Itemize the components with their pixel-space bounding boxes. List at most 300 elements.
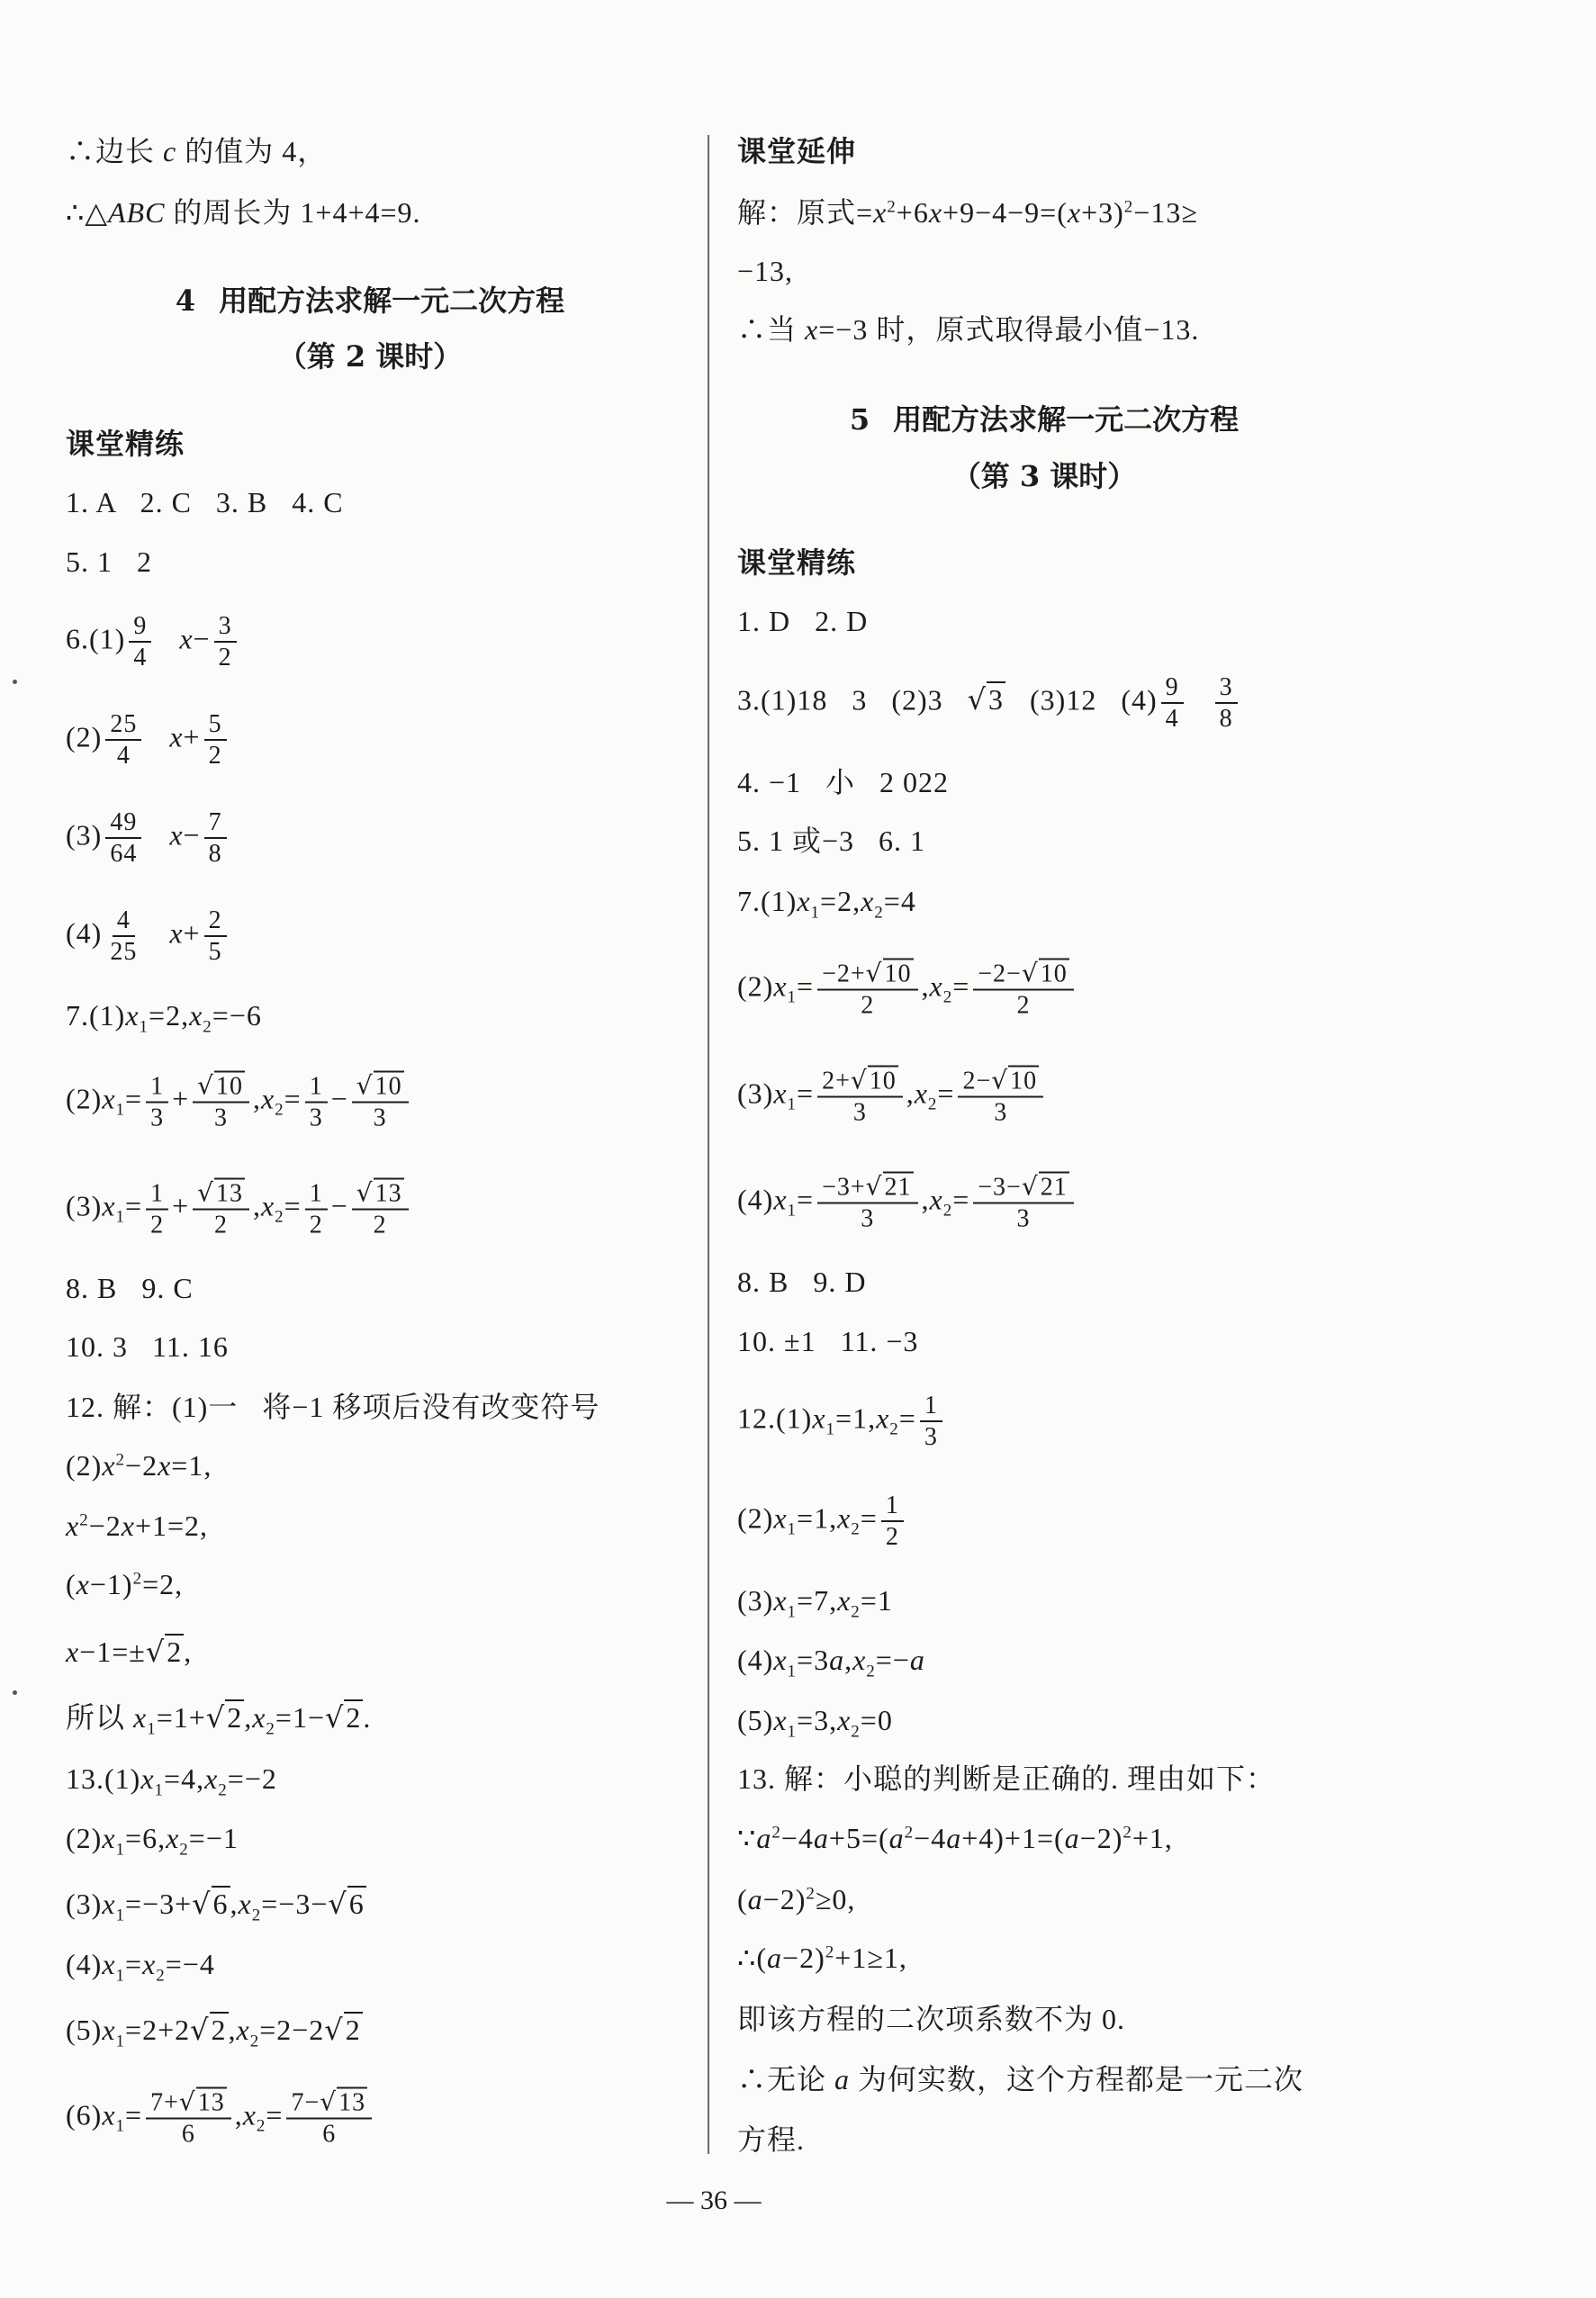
answer-line [737,603,868,639]
italic-variable: c [163,135,177,167]
math-text: , [252,1082,261,1115]
radicand: 10 [1040,960,1068,988]
math-text: −2 [88,1509,122,1542]
math-text: 3 [1219,673,1233,701]
subscript: 2 [927,1095,938,1114]
math-text: − [330,1082,348,1115]
italic-variable: x [169,916,184,950]
square-root [356,1180,404,1208]
math-text: =2, [820,885,861,917]
square-root [190,2014,228,2046]
subscript: 1 [787,1602,798,1622]
math-text: . [363,1701,372,1734]
math-text: +5=( [828,1822,889,1854]
math-text: =7, [797,1584,838,1617]
math-text: 3 [218,612,232,640]
answer-line [737,1323,918,1359]
lesson-subtitle: （第 3 课时） [951,459,1137,493]
math-text: , [844,1644,853,1676]
math-text: −4 [780,1822,814,1854]
fraction [817,1066,903,1128]
answer-line [737,1820,1173,1856]
italic-variable: a [767,1942,783,1974]
math-text [145,916,169,949]
superscript: 2 [887,197,897,217]
math-text: 2 [214,1211,229,1239]
italic-variable: x [837,1704,852,1736]
subscript: 2 [275,1100,284,1120]
fraction [920,1391,942,1452]
math-text: 2 [218,644,232,671]
answer-line [737,2122,805,2158]
fraction [193,1178,249,1240]
denominator [214,643,237,672]
italic-variable: x [242,2098,257,2131]
math-text: + [172,1082,190,1115]
fraction [193,1071,249,1133]
square-root [866,1174,914,1202]
subscript: 1 [787,987,798,1007]
italic-variable: x [773,969,788,1003]
math-text: =−2 [227,1762,277,1795]
math-text: ∴△ [66,196,108,229]
denominator [881,1522,904,1552]
subscript: 2 [942,987,953,1007]
square-root [866,960,914,988]
answer-line [66,1447,212,1483]
italic-variable: x [837,1501,852,1535]
math-text: 8 [1219,705,1233,733]
column-divider [708,135,709,2154]
subscript: 1 [154,1780,165,1800]
math-text [145,818,169,851]
square-root [146,1636,184,1668]
section-title [176,283,564,319]
math-text: +6 [896,196,929,229]
italic-variable: x [142,1948,157,1980]
answer-line [66,544,152,580]
math-text: 10. 3 11. 16 [66,1330,229,1363]
math-text: 1 [924,1392,938,1419]
italic-variable: x [76,1568,90,1600]
square-root [324,2014,362,2046]
answer-line [66,1389,600,1425]
math-text: , [921,969,930,1003]
radicand: 13 [215,1179,243,1208]
answer-line [66,1761,277,1800]
denominator [204,839,227,869]
math-text: ∴边长 [66,135,164,167]
italic-variable: x [166,1822,180,1854]
math-text: + [183,720,201,753]
math-text: +1, [1132,1822,1173,1854]
math-text: =1, [797,1501,838,1535]
numerator [973,1172,1073,1204]
italic-variable: x [102,1948,116,1980]
subscript: 1 [115,1100,126,1120]
math-text: 7 [208,808,222,836]
subscript: 1 [115,2116,126,2136]
answer-line [66,1566,183,1602]
fraction [286,2087,372,2149]
numerator [352,1178,409,1211]
answer-line [737,1642,925,1681]
radicand: 13 [338,2088,366,2117]
math-text: 25 [110,710,138,738]
italic-variable: x [140,1762,155,1795]
italic-variable: x [189,999,203,1032]
italic-variable: x [66,1636,80,1668]
answer-line [737,1761,1276,1797]
math-text: =3 [797,1644,830,1676]
denominator [1215,704,1238,734]
numerator [305,1071,328,1103]
superscript: 2 [132,1569,143,1589]
superscript: 2 [115,1450,126,1470]
answer-line [66,133,327,169]
math-text: , [921,1183,930,1216]
numerator [193,1071,249,1104]
subscript: 1 [115,1207,126,1227]
denominator [146,1210,168,1239]
denominator [305,1103,328,1132]
italic-variable: x [236,2014,250,2046]
denominator [105,839,141,869]
italic-variable: x [66,1509,80,1542]
italic-variable: a [747,1883,763,1915]
math-text: 10. ±1 11. −3 [737,1325,919,1357]
superscript: 2 [771,1823,781,1843]
math-text [145,720,169,752]
math-text: − [330,1189,348,1222]
subscript: 2 [889,1419,899,1439]
numerator [204,807,227,839]
subscript: 2 [203,1017,212,1037]
answer-line [737,823,925,859]
answer-line [66,906,230,967]
italic-variable: x [928,196,943,229]
italic-variable: ABC [107,196,166,229]
denominator [105,937,141,967]
answer-line [737,194,1198,230]
math-text: +1≥1, [834,1942,907,1974]
italic-variable: x [914,1077,928,1110]
math-text: − [183,818,201,852]
math-text: −1) [89,1568,133,1600]
math-text: 1 [150,1072,165,1100]
practice-label: 课堂精练 [66,427,185,461]
math-text: −3+ [822,1173,866,1202]
answer-line [66,1634,192,1670]
numerator [958,1066,1043,1098]
denominator [849,1098,871,1128]
italic-variable: x [773,1584,788,1617]
denominator [369,1104,392,1133]
math-text [1187,683,1212,716]
italic-variable: x [102,1888,116,1920]
math-text: ≥0, [815,1883,856,1915]
subscript: 1 [147,1719,157,1739]
italic-variable: x [861,885,875,917]
math-text: =−4 [165,1948,215,1980]
denominator [1012,1204,1034,1234]
numerator [204,709,227,741]
math-text: 5 [208,938,222,966]
math-text: 13. 解：小聪的判断是正确的. 理由如下： [737,1762,1276,1795]
math-text: 3 [214,1104,229,1132]
math-text: 1 [309,1179,323,1207]
square-root [179,2089,227,2117]
math-text: , [244,1701,253,1734]
superscript: 2 [1123,1823,1132,1843]
math-text: 8 [208,840,222,868]
math-text: 的周长为 1+4+4=9. [165,196,421,229]
subscript: 1 [787,1201,798,1221]
fraction [1161,672,1184,734]
math-text: 2 [1016,991,1031,1020]
numerator [286,2087,372,2120]
italic-variable: a [813,1822,829,1854]
italic-variable: x [773,1501,788,1535]
math-text: (2) [737,969,774,1003]
math-text: + [183,916,201,950]
math-text: , [184,1636,193,1668]
italic-variable: x [121,1509,135,1542]
subscript: 1 [787,1519,798,1539]
extension-label: 课堂延伸 [737,134,857,168]
subscript: 2 [275,1207,284,1227]
math-text: = [284,1189,302,1222]
math-text: =4 [883,885,916,917]
math-text: (5) [66,2014,103,2046]
math-text: 方程. [737,2123,806,2156]
superscript: 2 [79,1510,89,1530]
math-text: 解：原式= [737,196,874,229]
math-text: 3 [861,1204,875,1233]
subscript: 2 [156,1966,166,1986]
italic-variable: x [133,1701,148,1734]
fraction [352,1178,409,1240]
math-text: 即该方程的二次项系数不为 0. [737,2003,1126,2035]
math-text: +9−4−9=( [942,196,1068,229]
answer-line [737,1940,907,1976]
math-text: (4) [66,1948,103,1980]
italic-variable: x [805,313,819,346]
math-text: (5) [737,1704,774,1736]
math-text: 6 [322,2120,337,2149]
math-text: (3)12 (4) [1005,683,1158,716]
fraction [146,1178,168,1239]
square-root [1022,1174,1069,1202]
italic-variable: x [837,1584,852,1617]
math-text: (3) [66,1189,103,1222]
denominator [129,643,151,672]
math-text: − [193,622,211,655]
italic-variable: x [773,1077,788,1110]
math-text: =1, [835,1401,877,1435]
answer-line [66,1946,215,1986]
answer-line [737,2061,1303,2097]
math-text: 的值为 4， [176,135,328,167]
math-text: ∴无论 [737,2063,835,2095]
scan-mark [13,1690,17,1695]
answer-line [66,1508,208,1544]
math-text: (4) [66,916,103,950]
subscript: 1 [810,903,821,923]
math-text: ∴当 [737,313,806,346]
fraction [305,1178,328,1239]
numerator [817,1172,917,1204]
subscript: 2 [179,1840,189,1860]
math-text: (2) [66,720,103,753]
math-text: 13.(1) [66,1762,141,1795]
subscript: 2 [942,1201,953,1221]
italic-variable: x [102,1189,116,1222]
answer-line [737,1881,855,1917]
denominator [989,1098,1012,1128]
italic-variable: a [834,2063,851,2095]
fraction [817,959,917,1021]
italic-variable: x [169,818,184,852]
math-text: 64 [110,840,138,868]
numerator [146,2087,231,2120]
math-text: =1+ [156,1701,206,1734]
math-text: 2− [962,1067,992,1095]
subscript: 1 [787,1662,798,1681]
denominator [920,1422,942,1452]
subscript: 1 [115,1966,126,1986]
math-text: = [952,969,970,1003]
math-text: , [906,1077,915,1110]
math-text: −4 [914,1822,947,1854]
fraction [881,1491,904,1552]
square-root [325,1701,363,1734]
math-text: −2) [762,1883,807,1915]
numerator [113,906,135,937]
math-text: = [125,1189,143,1222]
answer-line [737,253,793,289]
numerator [1215,672,1238,704]
italic-variable: x [102,1449,116,1482]
math-text: =1 [860,1584,893,1617]
answer-line [737,1172,1078,1234]
math-text: −2− [978,960,1022,988]
fraction [146,1071,168,1132]
radicand: 2 [346,1701,362,1734]
math-text: = [266,2098,284,2131]
math-text: −2 [125,1449,158,1482]
denominator [318,2120,340,2149]
numerator [305,1178,328,1210]
numerator [129,611,151,643]
subscript: 1 [139,1017,149,1037]
math-text: −13≥ [1133,196,1198,229]
math-text: =−3− [261,1888,329,1920]
page-number: — 36 — [666,2185,762,2215]
math-text: =−6 [212,999,262,1032]
answer-line [66,611,240,672]
italic-variable: x [158,1449,172,1482]
math-text: 3 [1016,1204,1031,1233]
math-text: + [172,1189,190,1222]
answer-line [66,1886,366,1925]
math-text: , [228,2014,237,2046]
math-text: 3 [309,1104,323,1131]
radicand: 6 [348,1888,365,1920]
math-text: 7.(1) [737,885,798,917]
math-text: +4)+1=( [961,1822,1065,1854]
math-text: 3 [994,1098,1008,1127]
numerator [1161,672,1184,704]
math-text: 7− [291,2088,320,2117]
fraction [146,2087,231,2149]
italic-variable: x [102,1822,116,1854]
radicand: 13 [374,1179,402,1208]
math-text: = [797,1077,815,1110]
numerator [146,1071,168,1103]
subscript: 2 [266,1719,275,1739]
radicand: 10 [215,1072,243,1101]
italic-variable: x [179,622,194,655]
denominator [856,1204,879,1234]
math-text: 5. 1 或−3 6. 1 [737,825,926,857]
denominator [204,741,227,771]
fraction [958,1066,1043,1128]
superscript: 2 [825,1942,835,1962]
square-root [197,1073,245,1101]
denominator [210,1104,232,1133]
answer-line [737,764,949,800]
subscript: 2 [874,903,884,923]
math-text: 2 [150,1211,165,1239]
fraction [305,1071,328,1132]
italic-variable: x [204,1762,219,1795]
subscript: 2 [851,1722,861,1742]
radicand: 2 [345,2014,361,2046]
math-text: =2, [142,1568,184,1600]
square-root [1022,960,1069,988]
subscript: 1 [787,1722,798,1742]
math-text: = [937,1077,955,1110]
math-text: 4 [116,906,131,934]
denominator [1161,704,1184,734]
radicand: 10 [869,1067,897,1095]
superscript: 2 [1123,197,1134,217]
denominator [1012,991,1034,1021]
subscript: 2 [256,2116,266,2136]
answer-line [737,672,1241,734]
answer-line [66,1178,412,1240]
radicand: 21 [1040,1173,1068,1202]
math-text: = [898,1401,916,1435]
italic-variable: a [888,1822,905,1854]
math-text: = [125,1948,143,1980]
answer-line [66,997,262,1037]
answer-line [737,2001,1125,2037]
italic-variable: x [169,720,184,753]
math-text: , [234,2098,243,2131]
math-text: 3 [852,1098,867,1127]
answer-line [66,709,230,771]
math-text: (4) [737,1183,774,1216]
math-text: 5 [208,710,222,738]
fraction [105,906,141,967]
math-text: 6.(1) [66,622,126,655]
numerator [817,959,917,991]
fraction [817,1172,917,1234]
radicand: 2 [167,1636,183,1668]
italic-variable: x [1067,196,1082,229]
